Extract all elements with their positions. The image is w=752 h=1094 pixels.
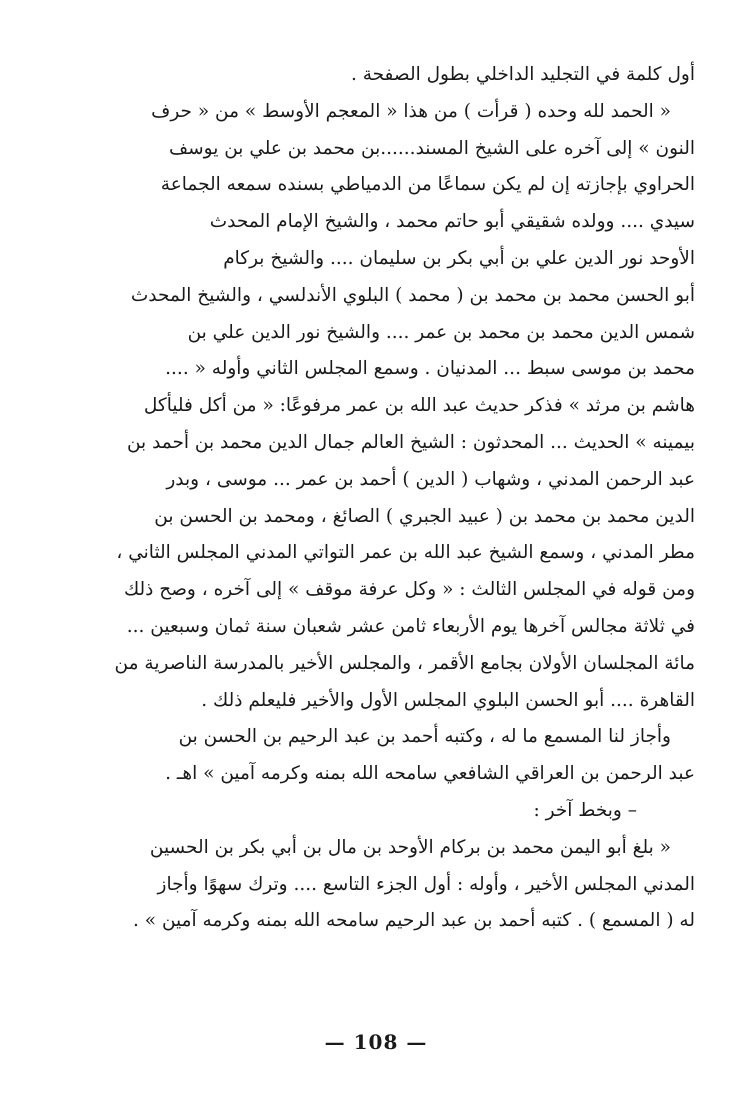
text-line: الدين محمد بن محمد بن ( عبيد الجبري ) الصائغ ، ومحمد بن الحسن بن: [154, 505, 695, 527]
text-line: « الحمد لله وحده ( قرأت ) من هذا « المعجم الأوسط » من « حرف: [151, 100, 671, 122]
text-line: في ثلاثة مجالس آخرها يوم الأربعاء ثامن عشر شعبان سنة ثمان وسبعين ...: [126, 615, 695, 637]
text-line: مطر المدني ، وسمع الشيخ عبد الله بن عمر التواتي المدني المجلس الثاني ،: [116, 542, 695, 564]
text-line: بيمينه » الحديث ... المحدثون : الشيخ العالم جمال الدين محمد بن أحمد بن: [126, 431, 695, 453]
text-line: محمد بن موسى سبط ... المدنيان . وسمع المجلس الثاني وأوله « ....: [165, 358, 695, 380]
text-line: « بلغ أبو اليمن محمد بن بركام الأوحد بن مال بن أبي بكر بن الحسين: [149, 836, 671, 858]
text-line: شمس الدين محمد بن محمد بن عمر .... والشيخ نور الدين علي بن: [187, 321, 695, 343]
text-line: القاهرة .... أبو الحسن البلوي المجلس الأول والأخير فليعلم ذلك .: [201, 689, 695, 711]
text-line: وأجاز لنا المسمع ما له ، وكتبه أحمد بن عبد الرحيم بن الحسن بن: [178, 726, 671, 748]
text-line: المدني المجلس الأخير ، وأوله : أول الجزء التاسع .... وترك سهوًا وأجاز: [157, 873, 695, 895]
text-line: الأوحد نور الدين علي بن أبي بكر بن سليمان .... والشيخ بركام: [223, 247, 695, 269]
text-line: هاشم بن مرثد » فذكر حديث عبد الله بن عمر مرفوعًا: « من أكل فليأكل: [143, 395, 695, 417]
text-line: الحراوي بإجازته إن لم يكن سماعًا من الدمياطي بسنده سمعه الجماعة: [160, 174, 695, 196]
text-line: النون » إلى آخره على الشيخ المسند......بن محمد بن علي بن يوسف: [168, 137, 695, 159]
manuscript-note-text: [52, 57, 695, 940]
text-line: ومن قوله في المجلس الثالث : « وكل عرفة موقف » إلى آخره ، وصح ذلك: [123, 579, 695, 601]
text-line: أبو الحسن محمد بن محمد بن ( محمد ) البلوي الأندلسي ، والشيخ المحدث: [130, 284, 695, 306]
text-line: – وبخط آخر :: [533, 799, 637, 821]
text-line: أول كلمة في التجليد الداخلي بطول الصفحة .: [350, 64, 695, 85]
text-line: عبد الرحمن المدني ، وشهاب ( الدين ) أحمد بن عمر ... موسى ، وبدر: [166, 468, 695, 490]
text-line: مائة المجلسان الأولان بجامع الأقمر ، والمجلس الأخير بالمدرسة الناصرية من: [114, 652, 695, 674]
page-number: — 108 —: [324, 1030, 428, 1054]
text-line: سيدي .... وولده شقيقي أبو حاتم محمد ، والشيخ الإمام المحدث: [209, 211, 695, 233]
text-line: له ( المسمع ) . كتبه أحمد بن عبد الرحيم سامحه الله بمنه وكرمه آمين » .: [133, 910, 695, 932]
text-line: عبد الرحمن بن العراقي الشافعي سامحه الله بمنه وكرمه آمين » اهـ .: [165, 763, 695, 785]
